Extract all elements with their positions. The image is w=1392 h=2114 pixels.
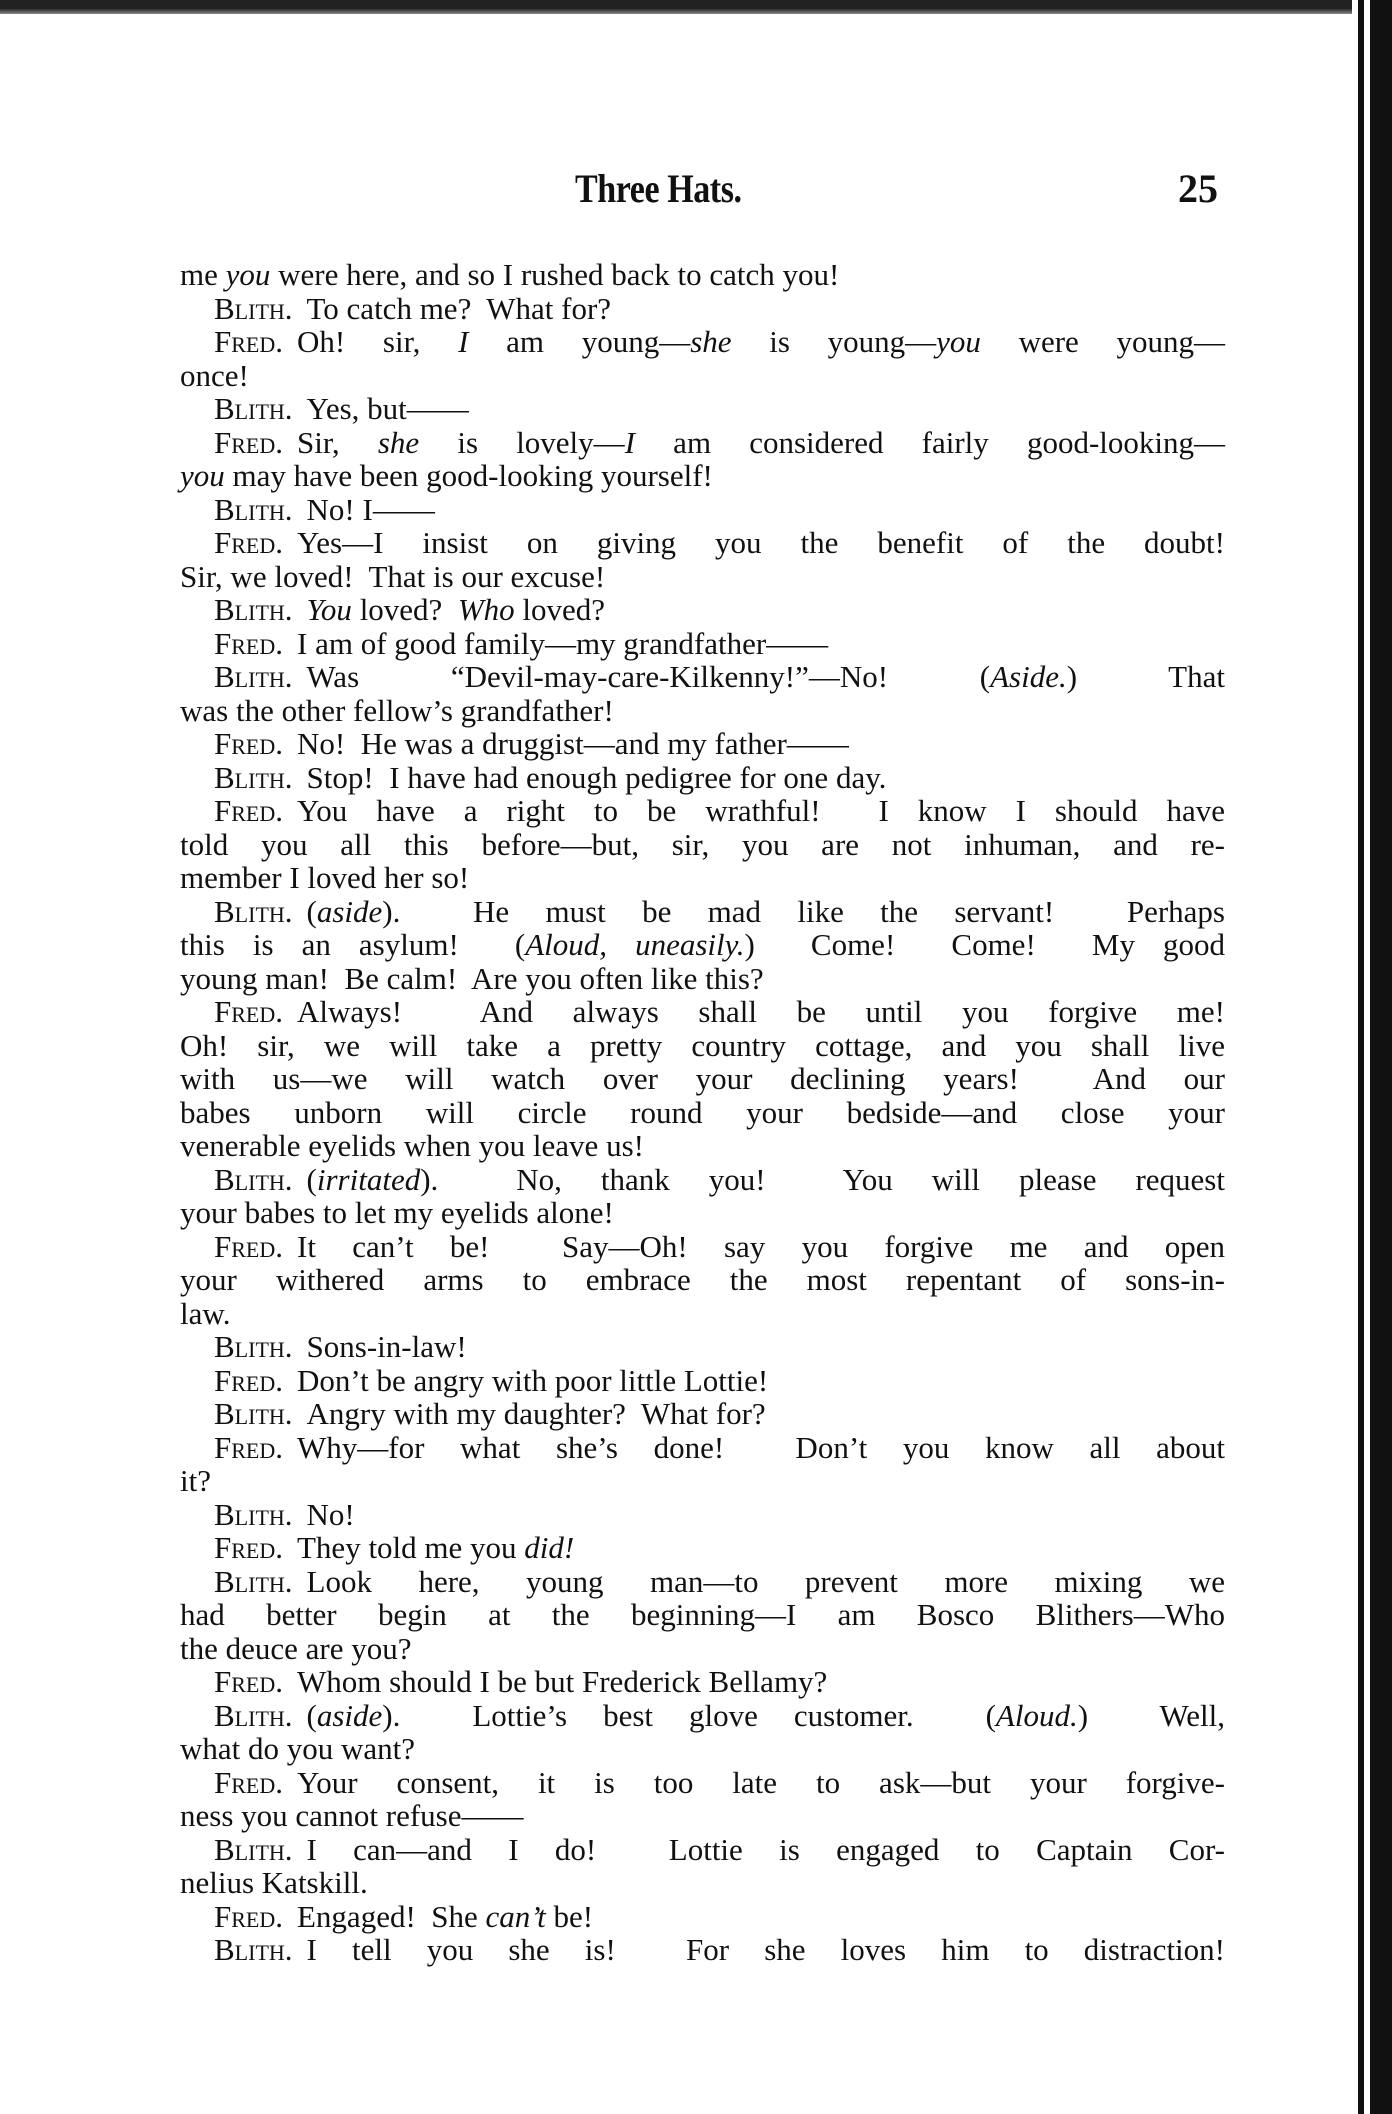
dialogue-text: Angry with my daughter? What for? [306, 1396, 766, 1431]
continuation-line [180, 1129, 1225, 1163]
dialogue-text: with us—we will watch over your declining years! And our [180, 1061, 1225, 1096]
continuation-line [180, 1029, 1225, 1063]
dialogue-text: No! I—— [306, 491, 435, 527]
dialogue-text: am considered fairly good-looking— [635, 424, 1225, 460]
speech-line [180, 1699, 1225, 1733]
speaker-name: Blith. [214, 1932, 293, 1967]
italic-text: You [306, 592, 352, 627]
speech-line [180, 1330, 1225, 1364]
dialogue-text: it? [180, 1463, 211, 1498]
dialogue-text: is lovely— [419, 424, 625, 460]
italic-text: I [458, 324, 469, 359]
dialogue-text: Sir, we loved! That is our excuse! [180, 558, 606, 594]
speaker-name: Fred. [214, 1228, 283, 1264]
dialogue-text: ( [306, 1161, 317, 1197]
dialogue-text: Why—for what she’s done! Don’t you know all about [297, 1429, 1225, 1465]
speech-line [180, 727, 1225, 761]
italic-text: Aside. [990, 659, 1067, 694]
italic-text: Who [457, 592, 515, 627]
speaker-name: Fred. [214, 1764, 283, 1800]
italic-text: I [624, 424, 636, 460]
speaker-name: Fred. [214, 424, 283, 460]
speech-line [180, 1431, 1225, 1465]
dialogue-text: ( [306, 893, 317, 929]
dialogue-text: Whom should I be but Frederick Bellamy? [297, 1664, 828, 1699]
continuation-line [180, 828, 1225, 862]
speech-line [180, 660, 1225, 694]
speaker-name: Blith. [214, 1496, 293, 1532]
dialogue-text: ( [306, 1697, 317, 1733]
dialogue-text: ) That [1066, 659, 1225, 694]
speaker-name: Fred. [214, 1664, 283, 1699]
dialogue-text: once! [180, 357, 249, 393]
speaker-name: Fred. [214, 525, 283, 560]
continuation-line [180, 1096, 1225, 1130]
speaker-name: Blith. [214, 1831, 293, 1867]
continuation-line [180, 359, 1225, 393]
dialogue-text: I tell you she is! For she loves him to distraction! [306, 1932, 1225, 1967]
speech-line [180, 325, 1225, 359]
speaker-name: Blith. [214, 592, 293, 627]
dialogue-text: Sir, [297, 424, 378, 460]
dialogue-text: I am of good family—my grandfather—— [297, 625, 829, 661]
dialogue-text: young man! Be calm! Are you often like this? [180, 960, 764, 996]
dialogue-text: me [180, 257, 226, 292]
dialogue-text: Don’t be angry with poor little Lottie! [297, 1362, 769, 1398]
speaker-name: Fred. [214, 1429, 283, 1465]
dialogue-text: ness you cannot refuse—— [180, 1798, 524, 1833]
speech-line [180, 794, 1225, 828]
speaker-name: Fred. [214, 793, 283, 828]
continuation-line [180, 459, 1225, 493]
dialogue-text: ). Lottie’s best glove customer. ( [382, 1697, 996, 1733]
dialogue-text: It can’t be! Say—Oh! say you forgive me and open [297, 1228, 1225, 1264]
dialogue-text: this is an asylum! ( [180, 927, 526, 962]
italic-text: you [180, 458, 225, 493]
continuation-line [180, 1598, 1225, 1632]
continuation-line [180, 1632, 1225, 1666]
dialogue-text: ) Come! Come! My good [744, 927, 1226, 962]
speech-line [180, 1230, 1225, 1264]
speaker-name: Fred. [214, 1362, 283, 1398]
speaker-name: Fred. [214, 726, 283, 761]
speech-line [180, 426, 1225, 460]
page-top-edge [0, 0, 1392, 14]
continuation-line [180, 1464, 1225, 1498]
dialogue-text: may have been good-looking yourself! [224, 458, 713, 493]
dialogue-text: am young— [468, 324, 691, 359]
dialogue-text: told you all this before—but, sir, you are not inhuman, and re- [180, 826, 1225, 862]
dialogue-text: was the other fellow’s grandfather! [180, 692, 614, 728]
continuation-line [180, 1196, 1225, 1230]
dialogue-text: Yes, but—— [306, 391, 469, 426]
continuation-line [180, 560, 1225, 594]
speech-line [180, 292, 1225, 326]
dialogue-text: Engaged! She [297, 1898, 486, 1934]
continuation-line [180, 1297, 1225, 1331]
dialogue-text: babes unborn will circle round your bedside—and close your [180, 1094, 1225, 1130]
dialogue-text: what do you want? [180, 1731, 416, 1766]
dialogue-text: No! He was a druggist—and my father—— [297, 726, 849, 761]
speech-line [180, 1498, 1225, 1532]
dialogue-text: Oh! sir, [297, 324, 459, 359]
dialogue-text: Stop! I have had enough pedigree for one day. [306, 759, 887, 795]
speaker-name: Blith. [214, 290, 293, 326]
speech-line [180, 593, 1225, 627]
speaker-name: Blith. [214, 759, 293, 795]
dialogue-text: Always! And always shall be until you forgive me! [297, 994, 1225, 1029]
dialogue-text: ). He must be mad like the servant! Perhaps [382, 893, 1225, 929]
speech-line [180, 1833, 1225, 1867]
italic-text: Aloud. [995, 1697, 1078, 1733]
speech-line [180, 493, 1225, 527]
dialogue-text: law. [180, 1295, 231, 1331]
speaker-name: Blith. [214, 1396, 293, 1431]
italic-text: aside [316, 893, 383, 929]
speaker-name: Blith. [214, 1161, 293, 1197]
italic-text: Aloud, uneasily. [525, 927, 745, 962]
italic-text: she [377, 424, 420, 460]
speech-line [180, 1665, 1225, 1699]
dialogue-text: Your consent, it is too late to ask—but your forgive- [297, 1764, 1225, 1800]
dialogue-text: Look here, young man—to prevent more mixing we [306, 1563, 1225, 1599]
speech-line [180, 392, 1225, 426]
continuation-line [180, 928, 1225, 962]
italic-text: you [225, 257, 271, 292]
italic-text: you [936, 324, 981, 359]
dialogue-text: Sons-in-law! [306, 1329, 467, 1364]
speaker-name: Fred. [214, 1898, 283, 1934]
italic-text: did! [524, 1530, 575, 1565]
speaker-name: Blith. [214, 893, 293, 929]
speaker-name: Fred. [214, 994, 283, 1029]
dialogue-text: They told me you [297, 1530, 525, 1565]
speaker-name: Fred. [214, 324, 283, 359]
dialogue-text: No! [306, 1496, 355, 1532]
continuation-line [180, 1263, 1225, 1297]
dialogue-text: is young— [731, 324, 937, 359]
speaker-name: Blith. [214, 491, 293, 527]
continuation-line [180, 1062, 1225, 1096]
continuation-line [180, 861, 1225, 895]
dialogue-text: your withered arms to embrace the most repentant of sons-in- [180, 1262, 1225, 1297]
speech-line [180, 1900, 1225, 1934]
dialogue-text: were young— [980, 324, 1225, 359]
speech-line [180, 1397, 1225, 1431]
dialogue-text: your babes to let my eyelids alone! [180, 1195, 614, 1230]
dialogue-text: Yes—I insist on giving you the benefit of the doubt! [297, 525, 1225, 560]
dialogue-text: Oh! sir, we will take a pretty country cottage, and you shall live [180, 1027, 1225, 1063]
dialogue-text: venerable eyelids when you leave us! [180, 1128, 644, 1163]
speech-line [180, 526, 1225, 560]
italic-text: can’t [485, 1898, 546, 1934]
speaker-name: Blith. [214, 391, 293, 426]
italic-text: irritated [316, 1161, 421, 1197]
dialogue-text: loved? [351, 592, 458, 627]
continuation-line [180, 258, 1225, 292]
play-text [180, 258, 1225, 1967]
speech-line [180, 1163, 1225, 1197]
speaker-name: Blith. [214, 1563, 293, 1599]
continuation-line [180, 1866, 1225, 1900]
dialogue-text: had better begin at the beginning—I am Bosco Blithers—Who [180, 1597, 1225, 1632]
dialogue-text: ). No, thank you! You will please request [420, 1161, 1225, 1197]
continuation-line [180, 1732, 1225, 1766]
speaker-name: Blith. [214, 659, 293, 694]
running-title: Three Hats. [575, 166, 742, 211]
speaker-name: Blith. [214, 1697, 293, 1733]
running-header [0, 165, 1392, 215]
speech-line [180, 895, 1225, 929]
continuation-line [180, 694, 1225, 728]
speech-line [180, 995, 1225, 1029]
speech-line [180, 1766, 1225, 1800]
dialogue-text: I can—and I do! Lottie is engaged to Captain Cor- [306, 1831, 1225, 1867]
speaker-name: Fred. [214, 625, 283, 661]
continuation-line [180, 1799, 1225, 1833]
speech-line [180, 1565, 1225, 1599]
italic-text: aside [316, 1697, 383, 1733]
speech-line [180, 761, 1225, 795]
dialogue-text: were here, and so I rushed back to catch you! [270, 257, 840, 292]
dialogue-text: Was “Devil-may-care-Kilkenny!”—No! ( [306, 659, 991, 694]
speech-line [180, 627, 1225, 661]
page-number: 25 [1178, 166, 1218, 211]
dialogue-text: You have a right to be wrathful! I know I should have [297, 793, 1225, 828]
italic-text: she [690, 324, 732, 359]
dialogue-text: ) Well, [1077, 1697, 1225, 1733]
speech-line [180, 1933, 1225, 1967]
page-binding-edge [1352, 0, 1392, 2114]
speaker-name: Blith. [214, 1329, 293, 1364]
dialogue-text: member I loved her so! [180, 860, 470, 895]
speaker-name: Fred. [214, 1530, 283, 1565]
dialogue-text: the deuce are you? [180, 1630, 412, 1666]
dialogue-text: be! [545, 1898, 594, 1934]
speech-line [180, 1531, 1225, 1565]
dialogue-text: loved? [514, 592, 606, 627]
continuation-line [180, 962, 1225, 996]
dialogue-text: nelius Katskill. [180, 1865, 368, 1900]
dialogue-text: To catch me? What for? [306, 290, 612, 326]
speech-line [180, 1364, 1225, 1398]
